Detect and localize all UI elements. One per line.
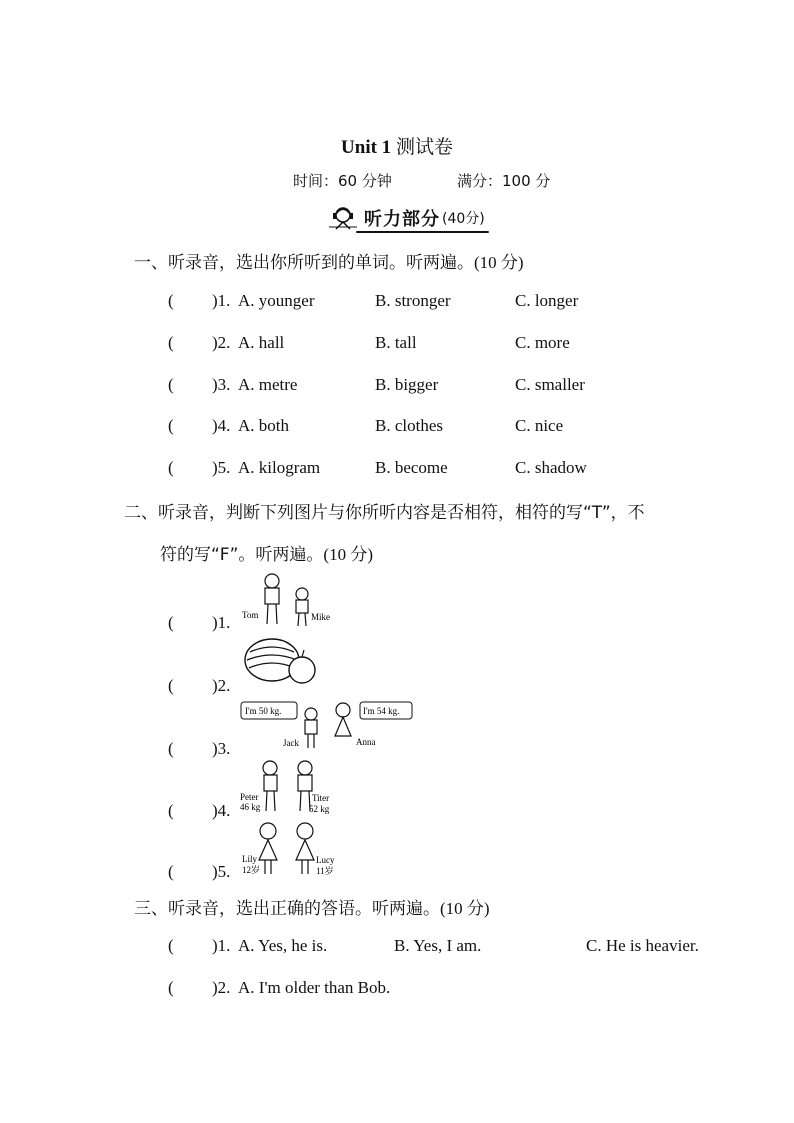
jack-anna-picture [240, 698, 414, 752]
s1-question-3: ( )3. A. metre B. bigger C. smaller [168, 375, 585, 394]
option-a[interactable]: A. metre [238, 375, 298, 394]
s2-question-3: ( )3. [168, 739, 231, 758]
option-c[interactable]: C. He is heavier. [586, 936, 699, 955]
option-c[interactable]: C. nice [515, 416, 564, 435]
headphone-girl-icon [326, 205, 360, 231]
option-b[interactable]: B. clothes [375, 416, 443, 435]
full-score: 满分：100 分 [457, 172, 551, 190]
lily-lucy-picture [242, 820, 338, 878]
speech-anna: I'm 54 kg. [363, 706, 400, 716]
title-en: Unit 1 [341, 137, 392, 158]
label-mike: Mike [311, 612, 330, 622]
tom-mike-picture [242, 572, 334, 630]
label-jack: Jack [283, 738, 299, 748]
time-limit: 时间：60 分钟 [293, 172, 392, 190]
option-c[interactable]: C. shadow [515, 458, 587, 477]
label-tom: Tom [242, 610, 259, 620]
option-b[interactable]: B. become [375, 458, 448, 477]
s3-question-2: ( )2. A. I'm older than Bob. [168, 978, 391, 997]
option-b[interactable]: B. stronger [375, 291, 451, 310]
banner-label: 听力部分 [364, 209, 440, 230]
option-a[interactable]: A. younger [238, 291, 315, 310]
option-b[interactable]: B. Yes, I am. [394, 936, 482, 955]
listening-banner [326, 205, 485, 231]
banner-underline [356, 231, 489, 233]
s1-question-5: ( )5. A. kilogram B. become C. shadow [168, 458, 587, 477]
option-b[interactable]: B. tall [375, 333, 417, 352]
watermelon-apple-picture [244, 636, 318, 688]
label-titer: Titer [312, 793, 330, 803]
label-anna: Anna [356, 737, 376, 747]
s2-question-5: ( )5. [168, 862, 231, 881]
option-a[interactable]: A. I'm older than Bob. [238, 978, 391, 997]
option-a[interactable]: A. both [238, 416, 289, 435]
label-titer-weight: 52 kg [309, 804, 330, 814]
option-b[interactable]: B. bigger [375, 375, 439, 394]
option-c[interactable]: C. longer [515, 291, 579, 310]
option-a[interactable]: A. kilogram [238, 458, 321, 477]
option-a[interactable]: A. hall [238, 333, 285, 352]
label-peter: Peter [240, 792, 259, 802]
section2-heading-line1: 二、听录音，判断下列图片与你所听内容是否相符，相符的写“T”，不 [124, 503, 645, 523]
page-title [0, 132, 794, 159]
s3-question-1: ( )1. A. Yes, he is. B. Yes, I am. C. He is heavier. [168, 936, 699, 955]
label-lucy-age: 11岁 [316, 866, 334, 876]
s2-question-2: ( )2. [168, 676, 231, 695]
s1-question-2: ( )2. A. hall B. tall C. more [168, 333, 570, 352]
speech-jack: I'm 50 kg. [245, 706, 282, 716]
s2-question-4: ( )4. [168, 801, 231, 820]
section2-heading-line2: 符的写“F”。听两遍。(10 分) [160, 545, 373, 565]
s1-question-1: ( )1. A. younger B. stronger C. longer [168, 291, 579, 310]
s2-question-1: ( )1. [168, 613, 231, 632]
section3-heading: 三、听录音，选出正确的答语。听两遍。(10 分) [134, 899, 490, 919]
option-a[interactable]: A. Yes, he is. [238, 936, 328, 955]
option-c[interactable]: C. smaller [515, 375, 585, 394]
label-peter-weight: 46 kg [240, 802, 261, 812]
label-lily-age: 12岁 [242, 865, 261, 875]
banner-points: (40分) [442, 211, 485, 227]
s1-question-4: ( )4. A. both B. clothes C. nice [168, 416, 564, 435]
section1-heading: 一、听录音，选出你所听到的单词。听两遍。(10 分) [134, 253, 524, 273]
title-cn: 测试卷 [395, 137, 453, 158]
peter-titer-picture [240, 758, 336, 816]
label-lily: Lily [242, 854, 257, 864]
option-c[interactable]: C. more [515, 333, 570, 352]
label-lucy: Lucy [316, 855, 335, 865]
